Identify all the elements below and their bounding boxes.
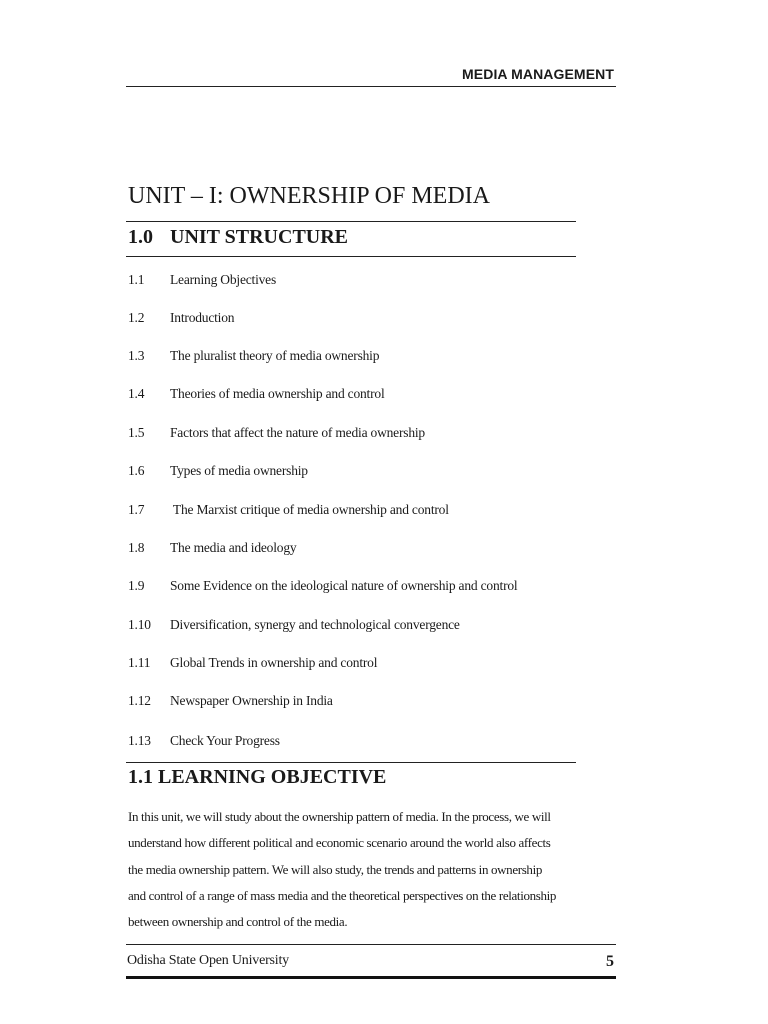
toc-item-label: Newspaper Ownership in India <box>170 693 333 708</box>
footer-institution: Odisha State Open University <box>127 953 289 968</box>
toc-item-label: Factors that affect the nature of media ownership <box>170 425 425 440</box>
toc-item-label: Types of media ownership <box>170 463 308 478</box>
toc-item <box>128 617 460 633</box>
toc-item <box>128 310 234 326</box>
paragraph-line: and control of a range of mass media and the theoretical perspectives on the relationship <box>128 888 557 903</box>
toc-item-label: Global Trends in ownership and control <box>170 655 378 670</box>
unit-title: UNIT – I: OWNERSHIP OF MEDIA <box>128 183 490 209</box>
toc-item <box>128 386 385 402</box>
title-rule <box>126 221 576 222</box>
toc-item <box>128 693 333 709</box>
toc-item <box>128 463 308 479</box>
footer-thick-rule <box>126 976 616 979</box>
toc-item <box>128 540 296 556</box>
running-header: MEDIA MANAGEMENT <box>462 66 614 82</box>
learning-objective-heading: 1.1 LEARNING OBJECTIVE <box>128 766 387 788</box>
toc-item-number: 1.6 <box>128 463 145 478</box>
toc-item-number: 1.8 <box>128 540 145 555</box>
toc-item-number: 1.7 <box>128 502 145 517</box>
toc-item-label: Diversification, synergy and technological convergence <box>170 617 460 632</box>
objective-rule <box>126 762 576 763</box>
toc-item-label: The Marxist critique of media ownership and control <box>170 502 449 517</box>
toc-item-label: Some Evidence on the ideological nature of ownership and control <box>170 578 518 593</box>
header-rule <box>126 86 616 87</box>
toc-item-number: 1.9 <box>128 578 145 593</box>
toc-item-number: 1.10 <box>128 617 151 632</box>
toc-item-number: 1.5 <box>128 425 145 440</box>
toc-item-number: 1.12 <box>128 693 151 708</box>
toc-item-label: The media and ideology <box>170 540 297 555</box>
unit-structure-heading <box>128 226 348 249</box>
toc-item-number: 1.1 <box>128 272 145 287</box>
toc-item-number: 1.2 <box>128 310 145 325</box>
paragraph-line: In this unit, we will study about the ownership pattern of media. In the process, we will <box>128 809 551 824</box>
toc-item-number: 1.11 <box>128 655 151 670</box>
toc-item-label: Check Your Progress <box>170 733 280 748</box>
toc-item <box>128 502 449 518</box>
paragraph-line: between ownership and control of the media. <box>128 914 348 929</box>
toc-item <box>128 272 276 288</box>
toc-item <box>128 425 425 441</box>
toc-item-label: Introduction <box>170 310 235 325</box>
toc-item-number: 1.13 <box>128 733 151 748</box>
toc-item-label: The pluralist theory of media ownership <box>170 348 380 363</box>
footer-rule <box>126 944 616 945</box>
toc-item <box>128 348 379 364</box>
toc-item-number: 1.3 <box>128 348 145 363</box>
section-number: 1.0 <box>128 226 153 248</box>
toc-item-label: Theories of media ownership and control <box>170 386 385 401</box>
paragraph-line: the media ownership pattern. We will also study, the trends and patterns in ownership <box>128 862 542 877</box>
section-title: UNIT STRUCTURE <box>170 226 349 248</box>
paragraph-line: understand how different political and economic scenario around the world also affects <box>128 835 551 850</box>
section-rule <box>126 256 576 257</box>
toc-item <box>128 578 517 594</box>
page-number: 5 <box>606 953 614 970</box>
toc-item-number: 1.4 <box>128 386 145 401</box>
toc-item-label: Learning Objectives <box>170 272 277 287</box>
toc-item <box>128 655 377 671</box>
toc-item <box>128 733 280 749</box>
